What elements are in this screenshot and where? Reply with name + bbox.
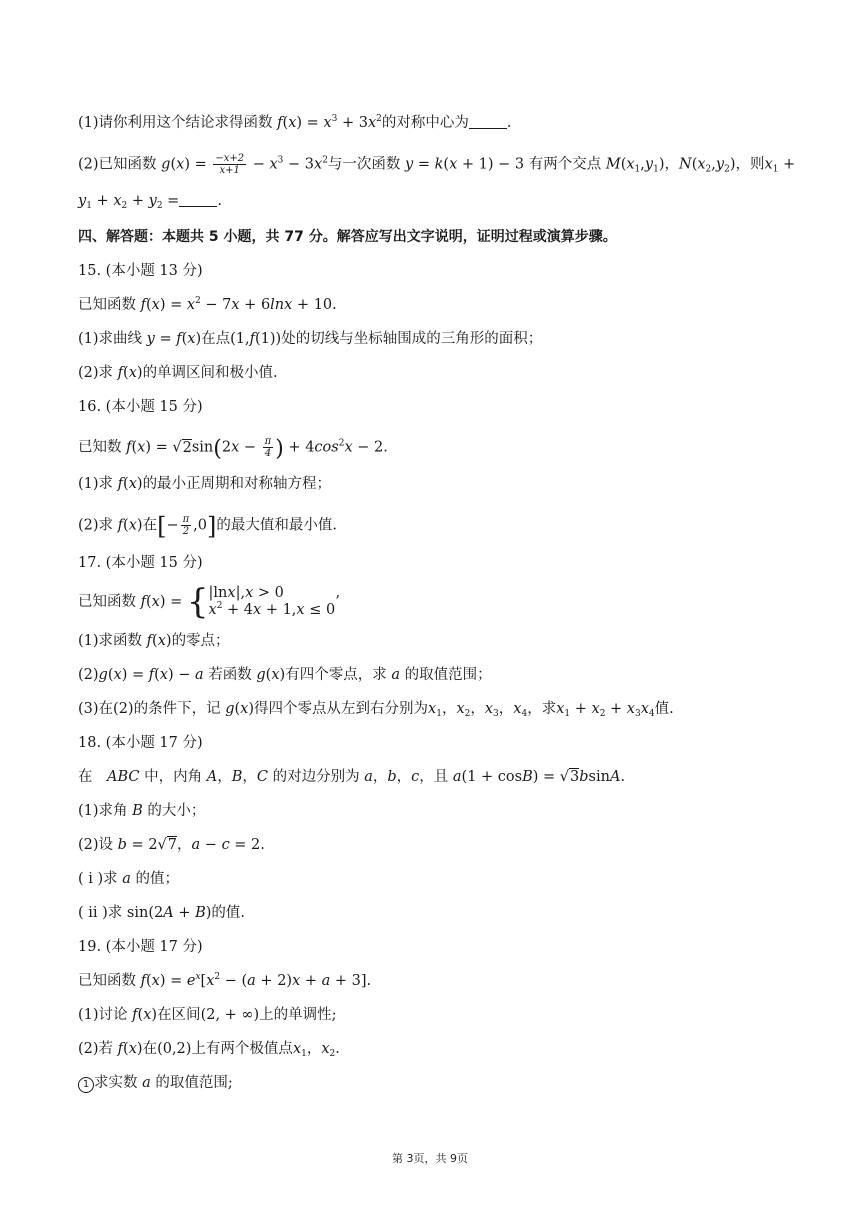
q17-header: 17. (本小题 15 分) <box>78 555 203 571</box>
q16-header: 16. (本小题 15 分) <box>78 399 203 415</box>
fraction: $\frac{-x+2}{x+1}$ <box>215 153 245 176</box>
q18-part2: (2)设 b = 2√7，a − c = 2. <box>78 837 265 853</box>
q15-header: 15. (本小题 13 分) <box>78 263 203 279</box>
q15-intro: 已知函数 $f(x) = x^2 - 7x + 6\ln x + 10$. <box>78 296 337 313</box>
answer-blank[interactable] <box>179 194 217 207</box>
q14-part2-cont: $y_1 + x_2 + y_2$ = . <box>78 193 222 211</box>
q19-intro: 已知函数 $f(x) = e^x[x^2 - (a + 2)x + a + 3]$. <box>78 972 372 989</box>
q18-part2-ii: ( ⅱ )求 sin(2A + B)的值. <box>78 905 246 921</box>
q14-part2: (2)已知函数 g(x) = $\frac{-x+2}{x+1}$ − $x^3 - 3x^2$与一次函数 y = k(x + 1) − 3 有两个交点 $M(x_1,y_1)$，$N(x_2,y_2)$，则$x_1$ + <box>78 153 796 176</box>
q17-intro: 已知函数 f(x) = { |lnx|,x > 0 $x^2 + 4x + 1,x \le 0$ ’ <box>78 582 340 622</box>
answer-blank[interactable] <box>469 116 507 129</box>
q18-intro: 在 ABC 中，内角 A，B，C 的对边分别为 a，b，c，且 a(1 + cosB) = √3bsinA. <box>78 769 626 785</box>
q19-part2-1: 1 求实数 a 的取值范围; <box>78 1074 233 1093</box>
q19-header: 19. (本小题 17 分) <box>78 939 203 955</box>
q19-part1: (1)讨论 f(x)在区间(2, + ∞)上的单调性; <box>78 1007 337 1023</box>
fraction: $\frac{\pi}{4}$ <box>264 436 272 459</box>
fraction: $\frac{\pi}{2}$ <box>182 514 190 537</box>
page-footer: 第 3页，共 9页 <box>392 1152 468 1165</box>
q19-part2: (2)若 f(x)在(0,2)上有两个极值点$x_1$，$x_2$. <box>78 1041 340 1059</box>
circled-number: 1 <box>78 1077 94 1093</box>
q16-intro: 已知数 f(x) = √2sin(2x − $\frac{\pi}{4}$ ) + $4\cos^2x - 2$. <box>78 436 388 462</box>
section-heading: 四、解答题：本题共 5 小题，共 77 分。解答应写出文字说明，证明过程或演算步骤。 <box>78 229 617 245</box>
q18-header: 18. (本小题 17 分) <box>78 735 203 751</box>
q15-part2: (2)求 f(x)的单调区间和极小值. <box>78 365 278 381</box>
q16-part1: (1)求 f(x)的最小正周期和对称轴方程； <box>78 476 332 492</box>
q15-part1: (1)求曲线 y = f(x)在点(1,f(1))处的切线与坐标轴围成的三角形的面积； <box>78 331 543 347</box>
q16-part2: (2)求 f(x)在[− $\frac{\pi}{2}$ ,0]的最大值和最小值. <box>78 512 337 541</box>
q18-part1: (1)求角 B 的大小； <box>78 803 206 819</box>
q17-part2: (2)g(x) = f(x) − a 若函数 g(x)有四个零点，求 a 的取值范围； <box>78 667 492 683</box>
q17-part1: (1)求函数 f(x)的零点； <box>78 633 230 649</box>
q14-part1: (1)请你利用这个结论求得函数 $f(x) = x^3 + 3x^2$的对称中心为 . <box>78 114 512 131</box>
q17-part3: (3)在(2)的条件下，记 g(x)得四个零点从左到右分别为$x_1$，$x_2$，$x_3$，$x_4$，求$x_1 + x_2 + x_3x_4$值. <box>78 701 674 719</box>
q18-part2-i: ( ⅰ )求 a 的值； <box>78 871 180 887</box>
